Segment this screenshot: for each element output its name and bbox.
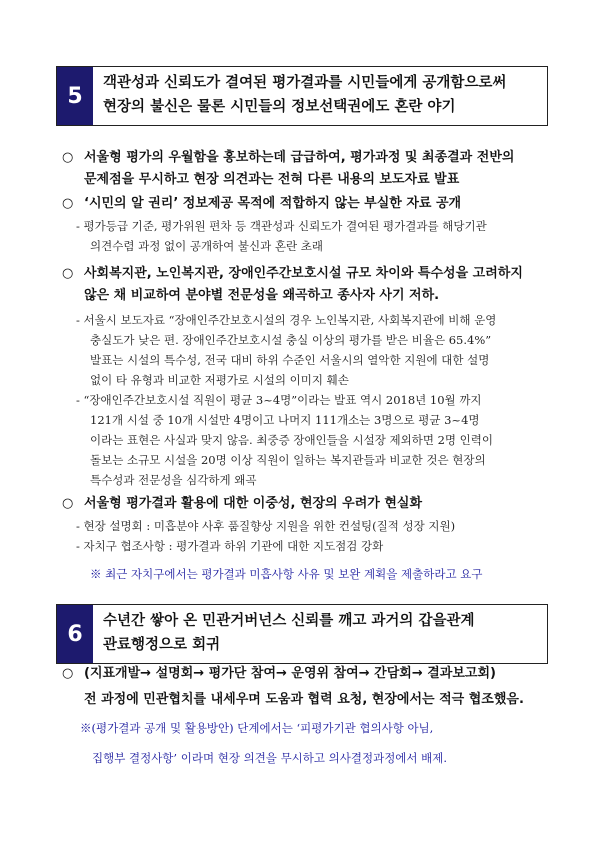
sub-text: - 평가등급 기준, 평가위원 편차 등 객관성과 신뢰도가 결여된 평가결과를 해당기관 [76,219,487,233]
section-number: 6 [57,605,93,663]
section-title-line: 객관성과 신뢰도가 결여된 평가결과를 시민들에게 공개함으로써 [103,75,507,91]
sub-text: - “장애인주간보호시설 직원이 평균 3~4명”이라는 발표 역시 2018년 10월 까지 [76,393,482,407]
sub-text: 충실도가 낮은 편. 장애인주간보호시설 충실 이상의 평가를 받은 비율은 65.4%” [90,333,492,347]
bullet-item [62,264,552,284]
bullet-text-continued: 문제점을 무시하고 현장 의견과는 전혀 다른 내용의 보도자료 발표 [84,172,460,187]
sub-text: 121개 시설 중 10개 시설만 4명이고 나머지 111개소는 3명으로 평균 3~4명 [90,413,480,427]
note-text: ※ 최근 자치구에서는 평가결과 미흡사항 사유 및 보완 계획을 제출하라고 요구 [90,567,483,581]
circle-bullet-icon: ○ [62,196,74,211]
circle-bullet-icon: ○ [62,150,74,165]
bullet-item [62,194,552,214]
sub-text: 없이 타 유형과 비교한 저평가로 시설의 이미지 훼손 [90,373,349,387]
bullet-text-continued: 전 과정에 민관협치를 내세우며 도움과 협력 요청, 현장에서는 적극 협조했음. [84,692,524,707]
bullet-item [62,494,552,514]
bullet-text: 사회복지관, 노인복지관, 장애인주간보호시설 규모 차이와 특수성을 고려하지 [84,266,523,281]
sub-text: - 자치구 협조사항 : 평가결과 하위 기관에 대한 지도점검 강화 [76,539,384,553]
section-5-header [56,66,548,126]
bullet-text: 서울형 평가결과 활용에 대한 이중성, 현장의 우려가 현실화 [84,496,423,511]
sub-text: 의견수렴 과정 없이 공개하여 불신과 혼란 초래 [90,239,324,253]
section-title-line: 현장의 불신은 물론 시민들의 정보선택권에도 혼란 야기 [103,99,456,115]
bullet-text: ‘시민의 알 권리’ 정보제공 목적에 적합하지 않는 부실한 자료 공개 [84,196,462,211]
bullet-text: (지표개발→ 설명회→ 평가단 참여→ 운영위 참여→ 간담회→ 결과보고회) [84,666,496,681]
circle-bullet-icon: ○ [62,666,74,681]
section-title [103,609,541,657]
bullet-text: 서울형 평가의 우월함을 홍보하는데 급급하여, 평가과정 및 최종결과 전반의 [84,150,515,165]
sub-text: 이라는 표현은 사실과 맞지 않음. 최중증 장애인들을 시설장 제외하면 2명 인력이 [90,433,494,447]
section-6-header [56,604,548,664]
section-title-line: 관료행정으로 회귀 [103,637,221,653]
bullet-item [62,148,552,168]
sub-item [76,310,552,490]
section-number: 5 [57,67,93,125]
sub-text: - 현장 설명회 : 미흡분야 사후 품질향상 지원을 위한 컨설팅(질적 성장 지원) [76,519,456,533]
sub-text: 특수성과 전문성을 심각하게 왜곡 [90,473,257,487]
section-title-line: 수년간 쌓아 온 민관거버넌스 신뢰를 깨고 과거의 갑을관계 [103,613,475,629]
note-text: ※(평가결과 공개 및 활용방안) 단계에서는 ‘피평가기관 협의사항 아님, [80,721,434,735]
note-text: 집행부 결정사항’ 이라며 현장 의견을 무시하고 의사결정과정에서 배제. [92,751,448,765]
section-title [103,71,541,119]
sub-item [76,516,552,556]
bullet-text-continued: 않은 채 비교하여 분야별 전문성을 왜곡하고 종사자 사기 저하. [84,288,440,303]
circle-bullet-icon: ○ [62,496,74,511]
bullet-item [62,664,552,684]
sub-item [76,216,552,256]
circle-bullet-icon: ○ [62,266,74,281]
sub-text: - 서울시 보도자료 “장애인주간보호시설의 경우 노인복지관, 사회복지관에 비해 운영 [76,313,497,327]
sub-text: 돌보는 소규모 시설을 20명 이상 직원이 일하는 복지관들과 비교한 것은 현장의 [90,453,486,467]
sub-text: 발표는 시설의 특수성, 전국 대비 하위 수준인 서울시의 열악한 지원에 대한 설명 [90,353,490,367]
